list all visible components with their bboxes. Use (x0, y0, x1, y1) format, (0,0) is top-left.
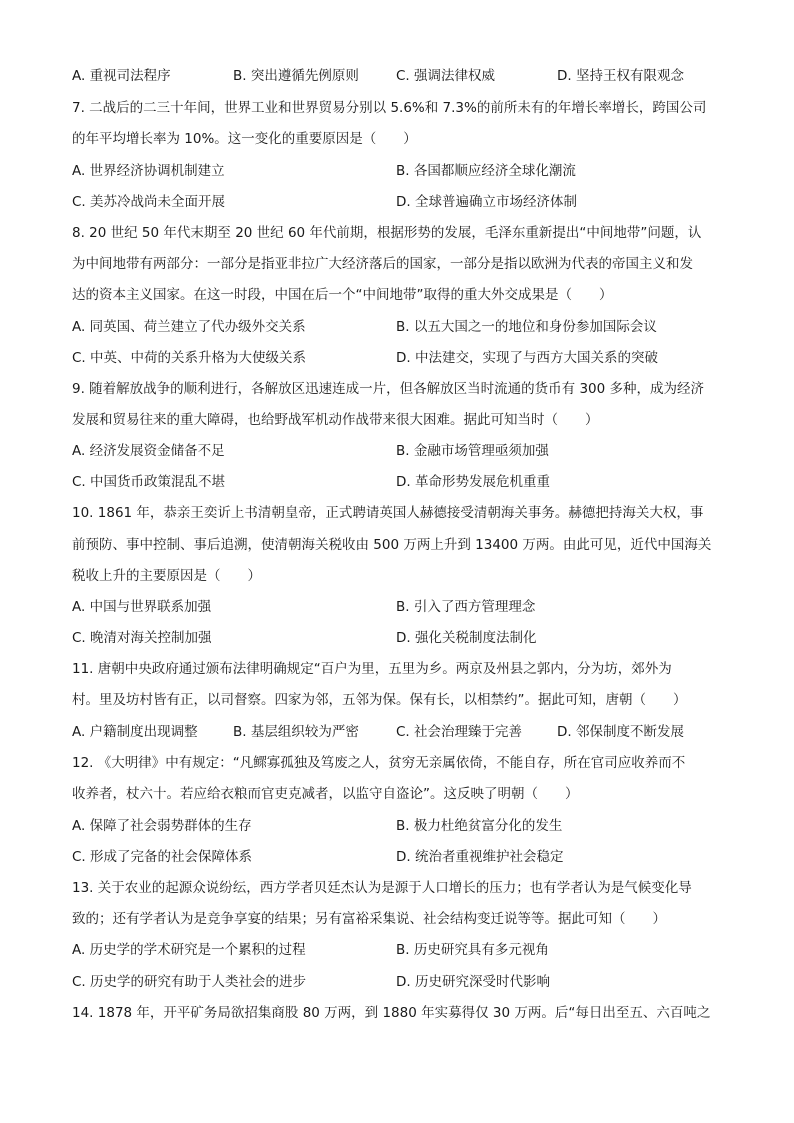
q10-option-a[interactable]: A. 中国与世界联系加强 (72, 599, 212, 615)
q10-stem-line-3: 税收上升的主要原因是（ ） (72, 568, 261, 584)
q13-stem-line-2: 致的；还有学者认为是竞争享宴的结果；另有富裕采集说、社会结构变迁说等等。据此可知（ ） (72, 911, 666, 927)
q12-stem-line-1: 12. 《大明律》中有规定：“凡鳏寡孤独及笃废之人，贫穷无亲属依倚，不能自存，所在官司应收养而不 (72, 755, 686, 771)
q12-stem-line-2: 收养者，杖六十。若应给衣粮而官吏克减者，以监守自盗论”。这反映了明朝（ ） (72, 786, 579, 802)
q8-stem-line-3: 达的资本主义国家。在这一时段，中国在后一个“中间地带”取得的重大外交成果是（ ） (72, 287, 613, 303)
q9-stem-line-2: 发展和贸易往来的重大障碍，也给野战军机动作战带来很大困难。据此可知当时（ ） (72, 412, 599, 428)
q14-stem-line-1: 14. 1878 年，开平矿务局欲招集商股 80 万两，到 1880 年实募得仅 30 万两。后“每日出至五、六百吨之 (72, 1005, 711, 1021)
q11-option-c[interactable]: C. 社会治理臻于完善 (396, 724, 523, 740)
q9-option-a[interactable]: A. 经济发展资金储备不足 (72, 443, 225, 459)
q8-option-a[interactable]: A. 同英国、荷兰建立了代办级外交关系 (72, 319, 306, 335)
q12-option-c[interactable]: C. 形成了完备的社会保障体系 (72, 849, 253, 865)
q13-option-b[interactable]: B. 历史研究具有多元视角 (396, 942, 549, 958)
q11-stem-line-1: 11. 唐朝中央政府通过颁布法律明确规定“百户为里，五里为乡。两京及州县之郭内，分为坊，郊外为 (72, 661, 672, 677)
q7-stem-line-2: 的年平均增长率为 10%。这一变化的重要原因是（ ） (72, 131, 417, 147)
q10-option-c[interactable]: C. 晚清对海关控制加强 (72, 630, 212, 646)
q11-stem-line-2: 村。里及坊村皆有正，以司督察。四家为邻，五邻为保。保有长，以相禁约”。据此可知，唐朝（ ） (72, 692, 687, 708)
q12-option-b[interactable]: B. 极力杜绝贫富分化的发生 (396, 818, 563, 834)
q7-stem-line-1: 7. 二战后的二三十年间，世界工业和世界贸易分别以 5.6%和 7.3%的前所未有的年增长率增长，跨国公司 (72, 100, 707, 116)
q12-option-d[interactable]: D. 统治者重视维护社会稳定 (396, 849, 564, 865)
q6-option-c[interactable]: C. 强调法律权威 (396, 68, 496, 84)
q7-option-b[interactable]: B. 各国都顺应经济全球化潮流 (396, 163, 576, 179)
q13-option-c[interactable]: C. 历史学的研究有助于人类社会的进步 (72, 974, 307, 990)
q10-option-b[interactable]: B. 引入了西方管理理念 (396, 599, 536, 615)
q7-option-c[interactable]: C. 美苏冷战尚未全面开展 (72, 194, 226, 210)
q8-option-c[interactable]: C. 中英、中荷的关系升格为大使级关系 (72, 350, 307, 366)
q8-option-b[interactable]: B. 以五大国之一的地位和身份参加国际会议 (396, 319, 657, 335)
q6-option-b[interactable]: B. 突出遵循先例原则 (233, 68, 359, 84)
q10-option-d[interactable]: D. 强化关税制度法制化 (396, 630, 537, 646)
q12-option-a[interactable]: A. 保障了社会弱势群体的生存 (72, 818, 252, 834)
q13-option-d[interactable]: D. 历史研究深受时代影响 (396, 974, 550, 990)
q6-option-d[interactable]: D. 坚持王权有限观念 (557, 68, 684, 84)
q9-option-c[interactable]: C. 中国货币政策混乱不堪 (72, 474, 226, 490)
q7-option-a[interactable]: A. 世界经济协调机制建立 (72, 163, 225, 179)
q11-option-a[interactable]: A. 户籍制度出现调整 (72, 724, 198, 740)
q11-option-b[interactable]: B. 基层组织较为严密 (233, 724, 359, 740)
q6-option-a[interactable]: A. 重视司法程序 (72, 68, 171, 84)
q9-option-d[interactable]: D. 革命形势发展危机重重 (396, 474, 550, 490)
q9-stem-line-1: 9. 随着解放战争的顺利进行，各解放区迅速连成一片，但各解放区当时流通的货币有 300 多种，成为经济 (72, 381, 705, 397)
q7-option-d[interactable]: D. 全球普遍确立市场经济体制 (396, 194, 577, 210)
q10-stem-line-2: 前预防、事中控制、事后追溯，使清朝海关税收由 500 万两上升到 13400 万两。由此可见，近代中国海关 (72, 537, 712, 553)
q10-stem-line-1: 10. 1861 年，恭亲王奕䜣上书清朝皇帝，正式聘请英国人赫德接受清朝海关事务。赫德把持海关大权，事 (72, 505, 704, 521)
q8-stem-line-1: 8. 20 世纪 50 年代末期至 20 世纪 60 年代前期，根据形势的发展，毛泽东重新提出“中间地带”问题，认 (72, 225, 702, 241)
q11-option-d[interactable]: D. 邻保制度不断发展 (557, 724, 684, 740)
q9-option-b[interactable]: B. 金融市场管理亟须加强 (396, 443, 549, 459)
q8-option-d[interactable]: D. 中法建交，实现了与西方大国关系的突破 (396, 350, 658, 366)
q8-stem-line-2: 为中间地带有两部分：一部分是指亚非拉广大经济落后的国家，一部分是指以欧洲为代表的帝国主义和发 (72, 256, 693, 272)
q13-option-a[interactable]: A. 历史学的学术研究是一个累积的过程 (72, 942, 306, 958)
q13-stem-line-1: 13. 关于农业的起源众说纷纭，西方学者贝廷杰认为是源于人口增长的压力；也有学者认为是气候变化导 (72, 880, 692, 896)
